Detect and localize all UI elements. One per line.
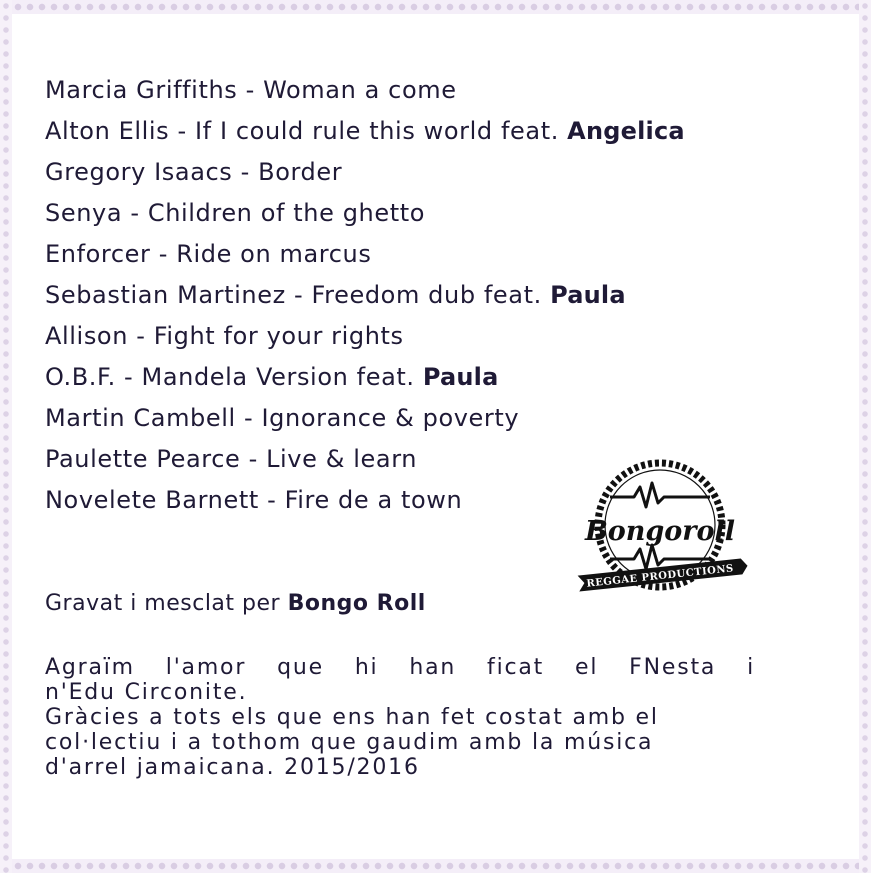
acknowledgements xyxy=(45,655,755,780)
track-title: Martin Cambell - Ignorance & poverty xyxy=(45,404,520,432)
track-title: Alton Ellis - If I could rule this world feat. xyxy=(45,117,568,145)
track-item xyxy=(45,111,685,152)
track-title: Marcia Griffiths - Woman a come xyxy=(45,76,457,104)
decorative-border-top xyxy=(0,0,871,14)
featured-artist: Paula xyxy=(550,281,626,309)
track-item xyxy=(45,316,685,357)
track-item xyxy=(45,152,685,193)
logo-soundwave-top xyxy=(610,483,710,507)
recording-credit xyxy=(45,591,426,616)
track-item xyxy=(45,275,685,316)
acknowledgement-line: n'Edu Circonite. xyxy=(45,680,248,705)
track-title: Novelete Barnett - Fire de a town xyxy=(45,486,463,514)
track-title: Allison - Fight for your rights xyxy=(45,322,404,350)
track-title: Paulette Pearce - Live & learn xyxy=(45,445,418,473)
track-item xyxy=(45,398,685,439)
decorative-border-bottom xyxy=(0,859,871,873)
track-list xyxy=(45,70,685,521)
logo-name: Bongoroll xyxy=(584,516,736,547)
track-title: Sebastian Martinez - Freedom dub feat. xyxy=(45,281,551,309)
acknowledgement-line: Agraïm l'amor que hi han ficat el FNesta i xyxy=(45,655,755,680)
recording-credit-label: Gravat i mesclat per xyxy=(45,591,288,616)
acknowledgement-line: d'arrel jamaicana. 2015/2016 xyxy=(45,755,420,780)
track-item xyxy=(45,357,685,398)
acknowledgement-line: Gràcies a tots els que ens han fet costat amb el xyxy=(45,705,659,730)
track-item xyxy=(45,234,685,275)
recording-studio-name: Bongo Roll xyxy=(287,591,426,616)
track-title: Senya - Children of the ghetto xyxy=(45,199,426,227)
track-title: Gregory Isaacs - Border xyxy=(45,158,343,186)
bongoroll-logo xyxy=(572,455,752,605)
decorative-border-right xyxy=(859,0,871,873)
track-title: Enforcer - Ride on marcus xyxy=(45,240,372,268)
acknowledgement-line: col·lectiu i a tothom que gaudim amb la música xyxy=(45,730,654,755)
logo-tagline: REGGAE PRODUCTIONS xyxy=(586,563,735,590)
track-item xyxy=(45,70,685,111)
track-item xyxy=(45,193,685,234)
featured-artist: Angelica xyxy=(567,117,685,145)
decorative-border-left xyxy=(0,0,12,873)
featured-artist: Paula xyxy=(422,363,499,391)
track-title: O.B.F. - Mandela Version feat. xyxy=(45,363,423,391)
